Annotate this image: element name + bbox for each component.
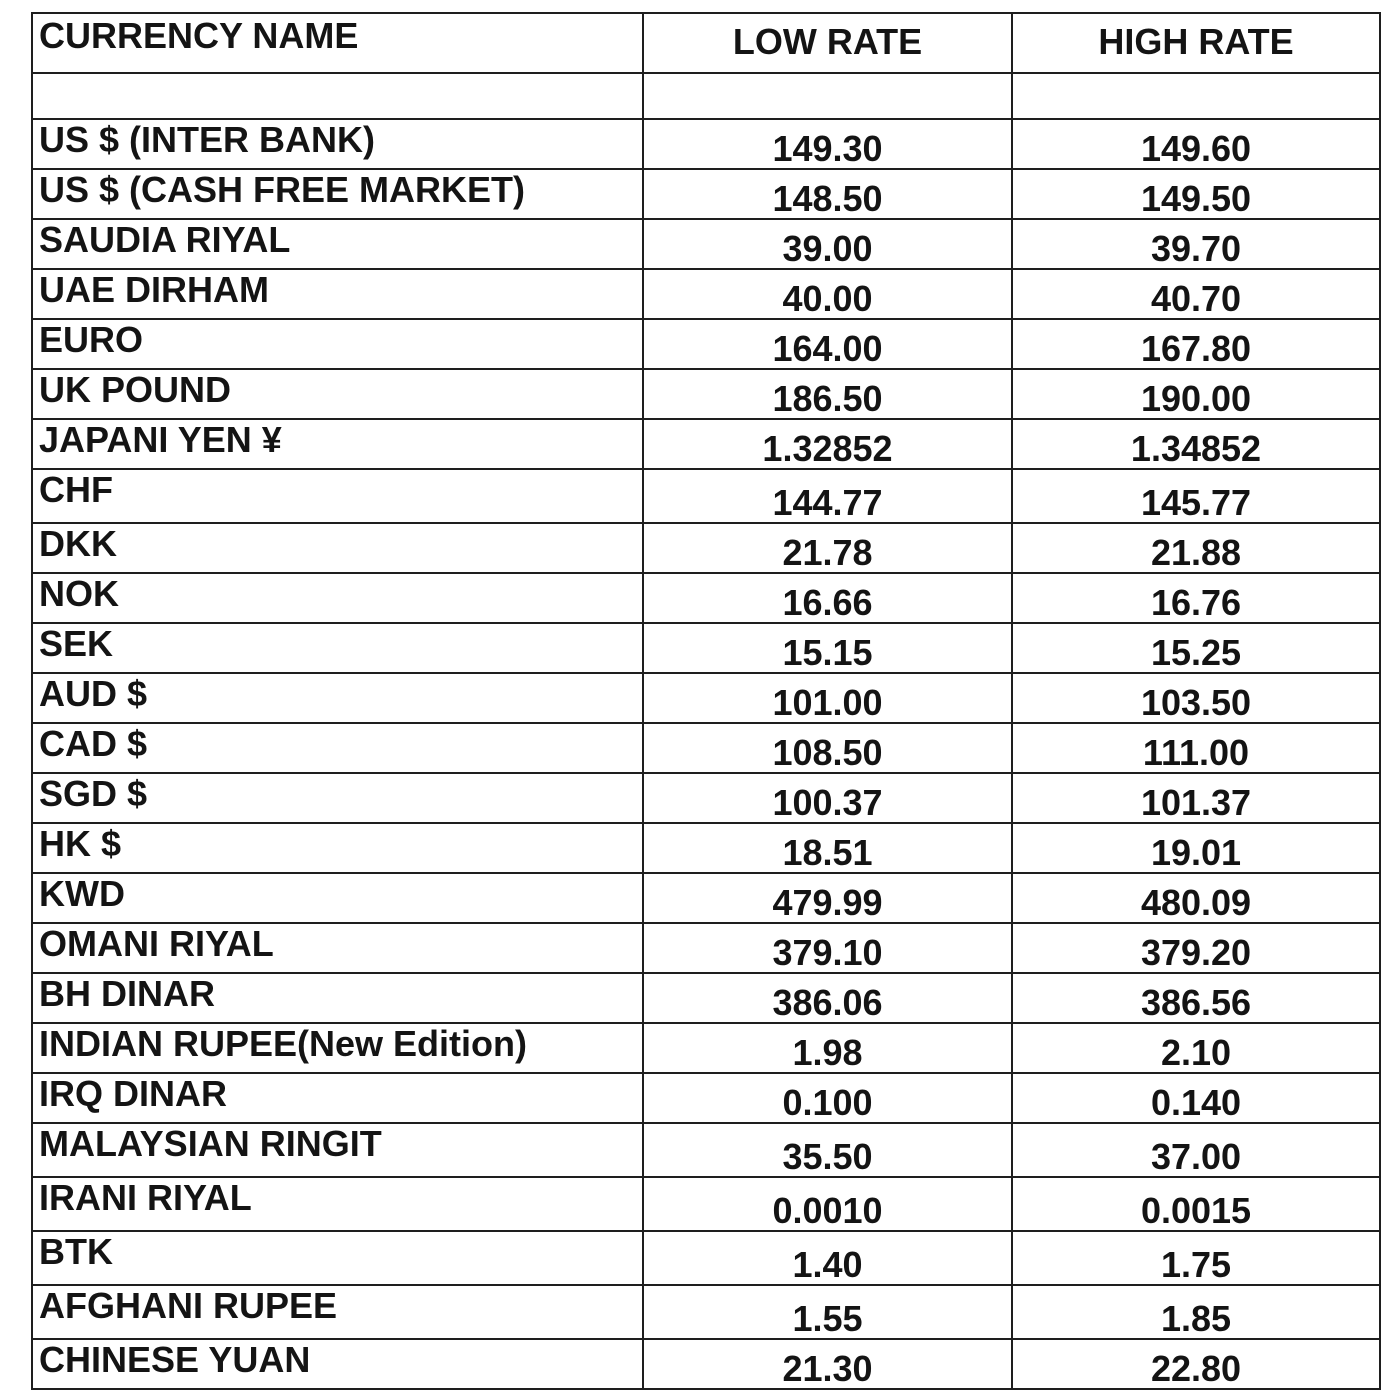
- low-rate-cell: 479.99: [643, 873, 1012, 923]
- low-rate-cell: 35.50: [643, 1123, 1012, 1177]
- currency-name-cell: HK $: [32, 823, 643, 873]
- low-rate-cell: 1.98: [643, 1023, 1012, 1073]
- currency-name-cell: AUD $: [32, 673, 643, 723]
- low-rate-cell: 379.10: [643, 923, 1012, 973]
- high-rate-cell: 149.50: [1012, 169, 1380, 219]
- low-rate-cell: 15.15: [643, 623, 1012, 673]
- currency-name-cell: UAE DIRHAM: [32, 269, 643, 319]
- high-rate-cell: 111.00: [1012, 723, 1380, 773]
- low-rate-cell: 21.30: [643, 1339, 1012, 1389]
- low-rate-cell: 1.32852: [643, 419, 1012, 469]
- table-row: [32, 319, 1380, 369]
- currency-name-cell: OMANI RIYAL: [32, 923, 643, 973]
- header-row: [32, 13, 1380, 73]
- currency-name-cell: BTK: [32, 1231, 643, 1285]
- low-rate-cell: 0.0010: [643, 1177, 1012, 1231]
- low-rate-cell: 186.50: [643, 369, 1012, 419]
- table-row: [32, 219, 1380, 269]
- currency-name-cell: SEK: [32, 623, 643, 673]
- high-rate-cell: 19.01: [1012, 823, 1380, 873]
- low-rate-cell: 108.50: [643, 723, 1012, 773]
- low-rate-cell: 100.37: [643, 773, 1012, 823]
- blank-row: [32, 73, 1380, 119]
- high-rate-cell: 40.70: [1012, 269, 1380, 319]
- low-rate-cell: 101.00: [643, 673, 1012, 723]
- currency-name-cell: US $ (INTER BANK): [32, 119, 643, 169]
- currency-name-cell: US $ (CASH FREE MARKET): [32, 169, 643, 219]
- high-rate-cell: 1.85: [1012, 1285, 1380, 1339]
- table-row: [32, 1123, 1380, 1177]
- table-row: [32, 419, 1380, 469]
- low-rate-cell: 40.00: [643, 269, 1012, 319]
- high-rate-cell: 37.00: [1012, 1123, 1380, 1177]
- currency-name-cell: SAUDIA RIYAL: [32, 219, 643, 269]
- currency-name-cell: IRANI RIYAL: [32, 1177, 643, 1231]
- table-row: [32, 823, 1380, 873]
- blank-cell: [643, 73, 1012, 119]
- currency-name-cell: CAD $: [32, 723, 643, 773]
- currency-name-cell: EURO: [32, 319, 643, 369]
- table-row: [32, 169, 1380, 219]
- table-row: [32, 1231, 1380, 1285]
- low-rate-cell: 148.50: [643, 169, 1012, 219]
- currency-name-header: CURRENCY NAME: [32, 13, 643, 73]
- currency-name-cell: INDIAN RUPEE(New Edition): [32, 1023, 643, 1073]
- table-row: [32, 119, 1380, 169]
- table-row: [32, 623, 1380, 673]
- table-row: [32, 1177, 1380, 1231]
- high-rate-cell: 16.76: [1012, 573, 1380, 623]
- high-rate-cell: 2.10: [1012, 1023, 1380, 1073]
- low-rate-cell: 164.00: [643, 319, 1012, 369]
- table-row: [32, 573, 1380, 623]
- blank-cell: [32, 73, 643, 119]
- high-rate-cell: 1.34852: [1012, 419, 1380, 469]
- currency-name-cell: AFGHANI RUPEE: [32, 1285, 643, 1339]
- high-rate-header: HIGH RATE: [1012, 13, 1380, 73]
- table-row: [32, 773, 1380, 823]
- high-rate-cell: 149.60: [1012, 119, 1380, 169]
- low-rate-cell: 18.51: [643, 823, 1012, 873]
- table-row: [32, 523, 1380, 573]
- table-row: [32, 1023, 1380, 1073]
- high-rate-cell: 15.25: [1012, 623, 1380, 673]
- table-row: [32, 923, 1380, 973]
- currency-name-cell: NOK: [32, 573, 643, 623]
- currency-name-cell: SGD $: [32, 773, 643, 823]
- low-rate-cell: 0.100: [643, 1073, 1012, 1123]
- low-rate-cell: 1.40: [643, 1231, 1012, 1285]
- high-rate-cell: 167.80: [1012, 319, 1380, 369]
- low-rate-header: LOW RATE: [643, 13, 1012, 73]
- high-rate-cell: 103.50: [1012, 673, 1380, 723]
- high-rate-cell: 190.00: [1012, 369, 1380, 419]
- high-rate-cell: 1.75: [1012, 1231, 1380, 1285]
- high-rate-cell: 480.09: [1012, 873, 1380, 923]
- currency-name-cell: BH DINAR: [32, 973, 643, 1023]
- table-row: [32, 723, 1380, 773]
- high-rate-cell: 0.140: [1012, 1073, 1380, 1123]
- rate-sheet: [31, 12, 1379, 1389]
- table-row: [32, 369, 1380, 419]
- currency-name-cell: DKK: [32, 523, 643, 573]
- table-row: [32, 269, 1380, 319]
- currency-name-cell: JAPANI YEN ¥: [32, 419, 643, 469]
- high-rate-cell: 22.80: [1012, 1339, 1380, 1389]
- currency-name-cell: KWD: [32, 873, 643, 923]
- low-rate-cell: 149.30: [643, 119, 1012, 169]
- currency-name-cell: UK POUND: [32, 369, 643, 419]
- table-row: [32, 469, 1380, 523]
- low-rate-cell: 16.66: [643, 573, 1012, 623]
- high-rate-cell: 145.77: [1012, 469, 1380, 523]
- table-row: [32, 1073, 1380, 1123]
- high-rate-cell: 39.70: [1012, 219, 1380, 269]
- high-rate-cell: 21.88: [1012, 523, 1380, 573]
- low-rate-cell: 21.78: [643, 523, 1012, 573]
- blank-cell: [1012, 73, 1380, 119]
- high-rate-cell: 101.37: [1012, 773, 1380, 823]
- currency-name-cell: CHINESE YUAN: [32, 1339, 643, 1389]
- table-row: [32, 1285, 1380, 1339]
- currency-name-cell: IRQ DINAR: [32, 1073, 643, 1123]
- low-rate-cell: 1.55: [643, 1285, 1012, 1339]
- high-rate-cell: 379.20: [1012, 923, 1380, 973]
- table-row: [32, 873, 1380, 923]
- low-rate-cell: 144.77: [643, 469, 1012, 523]
- currency-rate-table: [31, 12, 1381, 1390]
- currency-name-cell: CHF: [32, 469, 643, 523]
- high-rate-cell: 386.56: [1012, 973, 1380, 1023]
- currency-name-cell: MALAYSIAN RINGIT: [32, 1123, 643, 1177]
- low-rate-cell: 39.00: [643, 219, 1012, 269]
- low-rate-cell: 386.06: [643, 973, 1012, 1023]
- table-row: [32, 673, 1380, 723]
- high-rate-cell: 0.0015: [1012, 1177, 1380, 1231]
- table-row: [32, 973, 1380, 1023]
